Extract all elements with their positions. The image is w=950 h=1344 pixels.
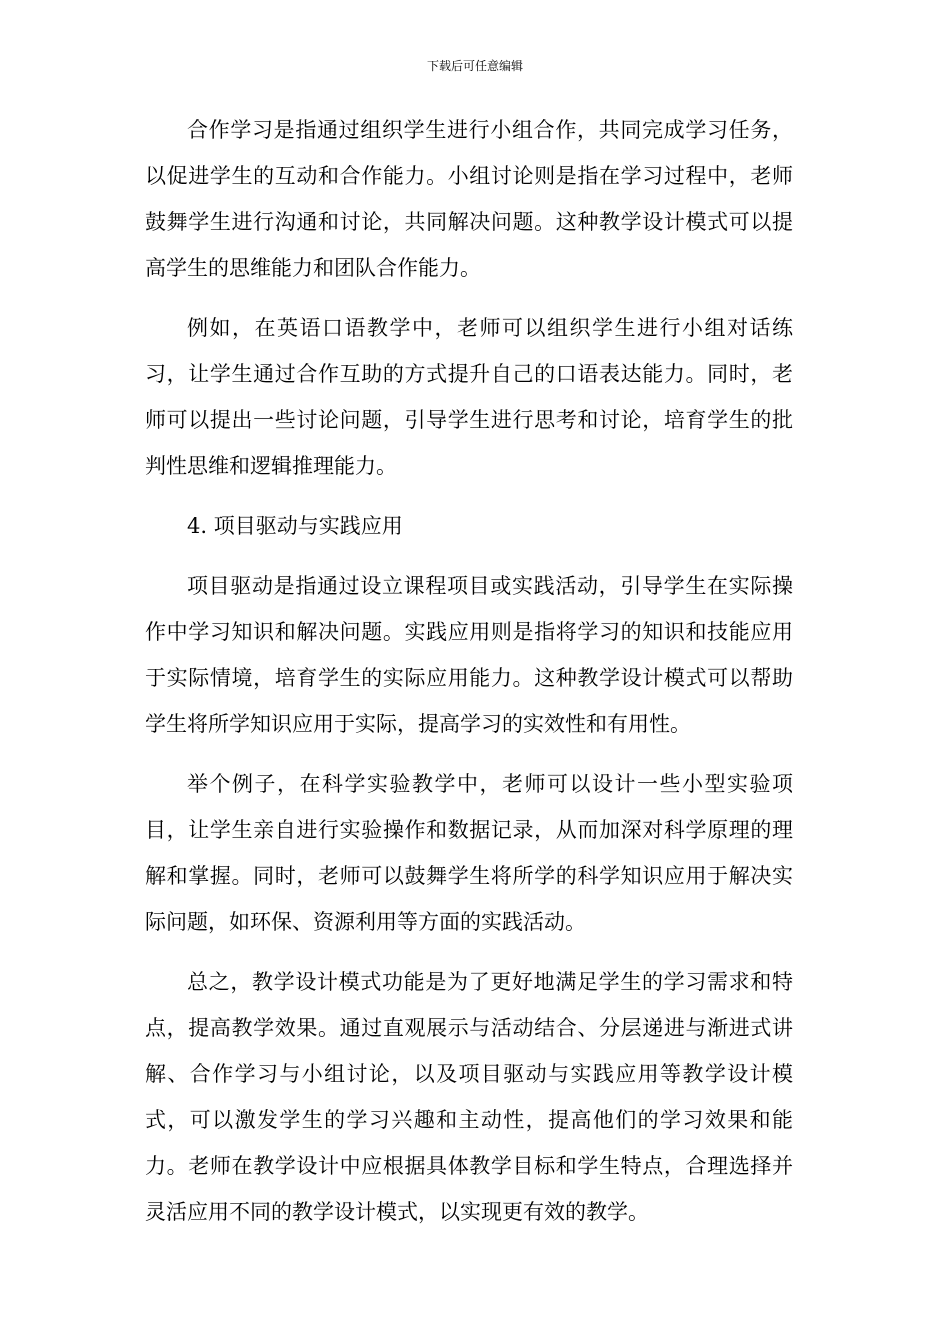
section-heading-project-driven: 4. 项目驱动与实践应用 [187, 514, 403, 538]
paragraph-summary: 总之，教学设计模式功能是为了更好地满足学生的学习需求和特点，提高教学效果。通过直观展示与活动结合、分层递进与渐进式讲解、合作学习与小组讨论，以及项目驱动与实践应用等教学设计模式，可以激发学生的学习兴趣和主动性，提高他们的学习效果和能力。老师在教学设计中应根据具体教学目标和学生特点，合理选择并灵活应用不同的教学设计模式，以实现更有效的教学。 [145, 970, 793, 1224]
document-body [145, 107, 793, 1249]
paragraph-project-driven: 项目驱动是指通过设立课程项目或实践活动，引导学生在实际操作中学习知识和解决问题。实践应用则是指将学习的知识和技能应用于实际情境，培育学生的实际应用能力。这种教学设计模式可以帮助学生将所学知识应用于实际，提高学习的实效性和有用性。 [145, 574, 793, 736]
paragraph-cooperative-learning: 合作学习是指通过组织学生进行小组合作，共同完成学习任务，以促进学生的互动和合作能力。小组讨论则是指在学习过程中，老师鼓舞学生进行沟通和讨论，共同解决问题。这种教学设计模式可以提高学生的思维能力和团队合作能力。 [145, 118, 793, 280]
paragraph-science-example: 举个例子，在科学实验教学中，老师可以设计一些小型实验项目，让学生亲自进行实验操作和数据记录，从而加深对科学原理的理解和掌握。同时，老师可以鼓舞学生将所学的科学知识应用于解决实际问题，如环保、资源利用等方面的实践活动。 [145, 772, 793, 934]
page-header: 下载后可任意编辑 [426, 59, 523, 73]
paragraph-english-example: 例如，在英语口语教学中，老师可以组织学生进行小组对话练习，让学生通过合作互助的方式提升自己的口语表达能力。同时，老师可以提出一些讨论问题，引导学生进行思考和讨论，培育学生的批判性思维和逻辑推理能力。 [145, 316, 793, 478]
